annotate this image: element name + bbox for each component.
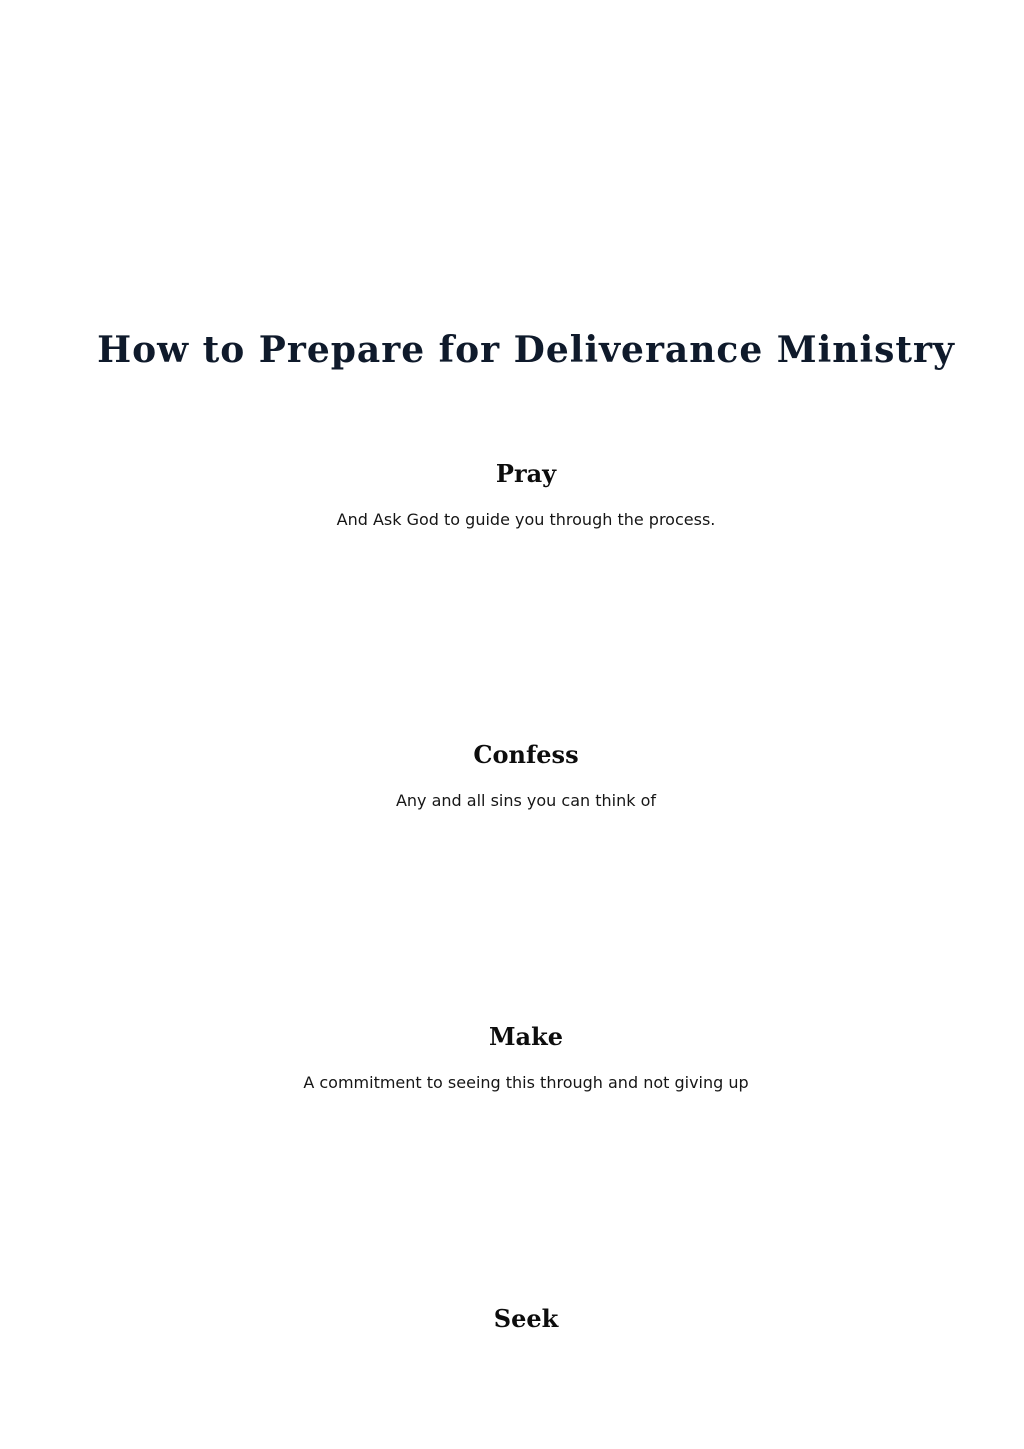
step-seek <box>0 1302 1024 1336</box>
step-heading: Pray <box>495 459 557 488</box>
step-heading: Seek <box>493 1304 559 1333</box>
step-make <box>0 1020 1024 1094</box>
page-title: How to Prepare for Deliverance Ministry <box>97 329 955 371</box>
step-pray <box>0 457 1024 531</box>
step-confess <box>0 738 1024 812</box>
step-heading: Make <box>488 1022 563 1051</box>
step-description: A commitment to seeing this through and not giving up <box>303 1073 749 1092</box>
step-description: And Ask God to guide you through the process. <box>336 510 716 529</box>
step-heading: Confess <box>473 740 579 769</box>
step-description: Any and all sins you can think of <box>395 791 657 810</box>
